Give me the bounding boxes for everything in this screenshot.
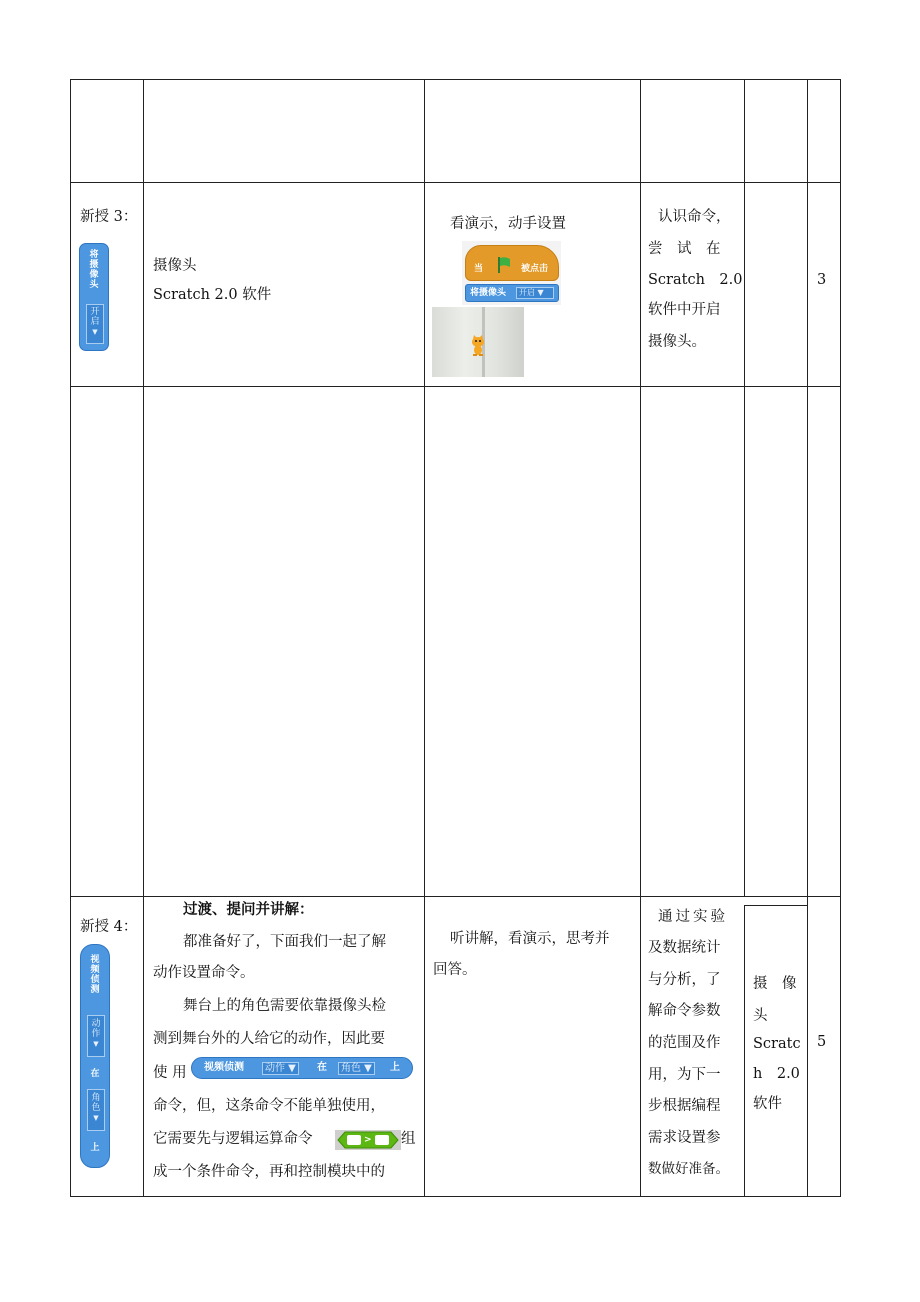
row4-objective-line: 解命令参数 [648,1003,721,1019]
row4-duration: 5 [817,1034,827,1050]
greater-than-operator-block [335,1130,401,1150]
row2-section-title: 新授 3： [80,209,138,225]
row4-resource-line: h 2.0 [753,1066,800,1082]
row2-objective-line: 认识命令， [658,209,731,225]
grid-line [640,79,641,1197]
stage-preview [432,307,524,377]
inline-sprite-dropdown[interactable]: 角色 ▼ [338,1062,375,1075]
video-sensing-vertical-mid: 在 [90,1069,100,1079]
grid-line [744,905,745,1197]
row4-resource-line: 头 [753,1008,768,1024]
grid-line [143,79,144,1197]
grid-line [70,386,841,387]
row2-software-label: Scratch 2.0 软件 [153,287,272,303]
video-sensing-vertical-end: 上 [90,1143,100,1153]
row4-objective-line: 步根据编程 [648,1098,721,1114]
row4-para2-line6: 成一个条件命令，再和控制模块中的 [153,1164,385,1180]
row4-para1-line1: 都准备好了，下面我们一起了解 [183,934,386,950]
cat-sprite-icon [470,335,486,357]
grid-line [70,79,71,1197]
row4-section-title: 新授 4： [80,919,138,935]
row4-objective-line: 用，为下一 [648,1067,721,1083]
row2-activity-title: 看演示，动手设置 [450,216,566,232]
camera-block-vertical-text: 将 摄 像 头 [89,250,99,290]
camera-option-dropdown[interactable]: 开 启 ▼ [86,304,104,344]
row2-objective-line: 尝 试 在 [648,241,721,257]
grid-line [744,79,745,897]
camera-block-text: 将摄像头 [470,288,507,298]
video-sensing-vertical-text: 视 频 侦 测 [90,955,100,995]
hat-block-suffix: 被点击 [521,264,549,274]
row4-resource-line: Scratc [753,1036,801,1052]
green-flag-icon [496,256,512,274]
row2-objective-line: 摄像头。 [648,334,706,350]
row4-para2-line1: 舞台上的角色需要依靠摄像头检 [183,998,386,1014]
grid-line [70,896,841,897]
row2-objective-line: Scratch 2.0 [648,272,743,288]
grid-line [744,905,808,906]
grid-line [70,182,841,183]
camera-block-dropdown[interactable]: 开启 ▼ [516,287,554,299]
motion-option-dropdown[interactable]: 动 作 ▼ [87,1015,105,1057]
camera-block [465,284,559,302]
row4-resource-line: 软件 [753,1096,782,1112]
grid-line [840,79,841,1197]
hat-block-prefix: 当 [474,264,484,274]
inline-block-end: 上 [390,1062,400,1073]
grid-line [70,79,841,80]
grid-line [70,1196,841,1197]
row4-objective-line: 需求设置参 [648,1130,721,1146]
row4-heading: 过渡、提问并讲解： [183,901,314,918]
inline-motion-dropdown[interactable]: 动作 ▼ [262,1062,299,1075]
row4-resource-line: 摄 像 [753,976,797,992]
row4-para2-line5-end: 组 [401,1131,416,1147]
row2-camera-label: 摄像头 [153,258,197,274]
inline-sprite-option: 角色 [341,1063,361,1074]
row4-para2-line5: 它需要先与逻辑运算命令 [153,1131,313,1147]
row4-para2-use: 使 用 [153,1065,187,1081]
camera-block-option: 开启 [519,288,535,297]
row4-objective-line: 通过实验 [658,909,728,925]
camera-block-vertical [79,243,109,351]
row2-duration: 3 [817,272,827,288]
video-sensing-block-vertical [80,944,110,1168]
inline-block-text: 视频侦测 [204,1062,244,1073]
video-sensing-block-inline [191,1057,413,1079]
inline-motion-option: 动作 [265,1063,285,1074]
grid-line [424,79,425,1197]
grid-line [807,79,808,1197]
row4-objective-line: 及数据统计 [648,940,721,956]
row4-activity-line1: 听讲解，看演示，思考并 [450,931,610,947]
hat-block [465,245,559,281]
row4-para1-line2: 动作设置命令。 [153,965,255,981]
row4-para2-line4: 命令，但，这条命令不能单独使用， [153,1098,385,1114]
row4-para2-line2: 测到舞台外的人给它的动作，因此要 [153,1031,385,1047]
inline-block-mid: 在 [317,1062,327,1073]
row2-objective-line: 软件中开启 [648,302,721,318]
sprite-option-dropdown[interactable]: 角 色 ▼ [87,1089,105,1131]
row4-objective-line: 的范围及作 [648,1035,721,1051]
row4-objective-line: 数做好准备。 [648,1161,729,1177]
row4-activity-line2: 回答。 [433,962,477,978]
operator-symbol: > [364,1135,372,1145]
scratch-script-screenshot [462,241,561,305]
row4-objective-line: 与分析，了 [648,972,721,988]
